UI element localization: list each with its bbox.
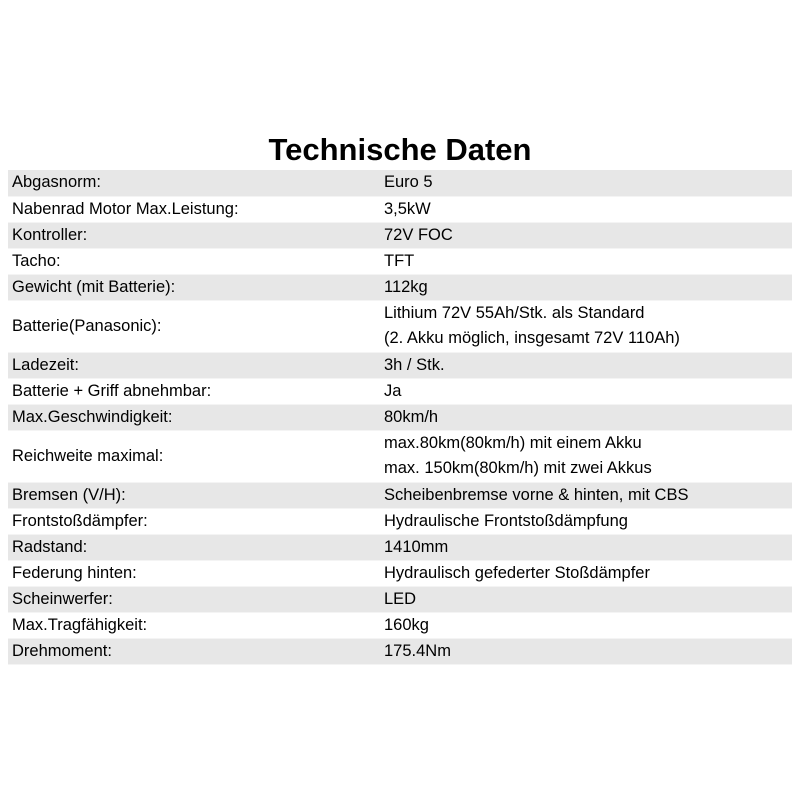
- spec-value-line: 72V FOC: [384, 225, 453, 244]
- spec-value-line: 1410mm: [384, 537, 449, 556]
- spec-value-line: 175.4Nm: [384, 641, 451, 660]
- table-row: [8, 378, 792, 404]
- table-row: [8, 352, 792, 378]
- spec-value-line: 112kg: [384, 277, 428, 296]
- table-row: [8, 534, 792, 560]
- table-row: [8, 248, 792, 274]
- spec-label: Frontstoßdämpfer:: [8, 508, 380, 534]
- table-row: [8, 586, 792, 612]
- table-row: [8, 430, 792, 482]
- specs-table: [8, 170, 792, 665]
- spec-label: Reichweite maximal:: [8, 430, 380, 482]
- spec-value: [380, 430, 792, 482]
- table-row: [8, 638, 792, 664]
- spec-value-line: 3,5kW: [384, 199, 431, 218]
- spec-label: Batterie + Griff abnehmbar:: [8, 378, 380, 404]
- spec-value-line: max. 150km(80km/h) mit zwei Akkus: [384, 459, 652, 477]
- spec-value-line: LED: [384, 589, 417, 608]
- spec-value-line: Ja: [384, 381, 402, 400]
- spec-value: [380, 638, 792, 664]
- spec-value: [380, 586, 792, 612]
- spec-value: [380, 404, 792, 430]
- spec-value-line: Scheibenbremse vorne & hinten, mit CBS: [384, 485, 689, 504]
- spec-label: Bremsen (V/H):: [8, 482, 380, 508]
- spec-label: Ladezeit:: [8, 352, 380, 378]
- spec-label: Kontroller:: [8, 222, 380, 248]
- table-row: [8, 612, 792, 638]
- spec-value: [380, 508, 792, 534]
- spec-label: Drehmoment:: [8, 638, 380, 664]
- spec-value: [380, 612, 792, 638]
- spec-value: [380, 482, 792, 508]
- spec-value-line: Hydraulisch gefederter Stoßdämpfer: [384, 563, 650, 582]
- spec-value: [380, 170, 792, 196]
- spec-label: Max.Geschwindigkeit:: [8, 404, 380, 430]
- page-title: Technische Daten: [268, 132, 532, 167]
- table-row: [8, 170, 792, 196]
- spec-value-line: 3h / Stk.: [384, 355, 445, 374]
- spec-value: [380, 222, 792, 248]
- spec-label: Batterie(Panasonic):: [8, 300, 380, 352]
- spec-value-line: max.80km(80km/h) mit einem Akku: [384, 434, 642, 452]
- spec-value: [380, 352, 792, 378]
- spec-label: Tacho:: [8, 248, 380, 274]
- spec-value-line: 160kg: [384, 615, 429, 634]
- table-row: [8, 508, 792, 534]
- spec-value-line: Lithium 72V 55Ah/Stk. als Standard: [384, 304, 645, 322]
- spec-value: [380, 196, 792, 222]
- spec-value: [380, 560, 792, 586]
- spec-label: Nabenrad Motor Max.Leistung:: [8, 196, 380, 222]
- spec-value-line: (2. Akku möglich, insgesamt 72V 110Ah): [384, 329, 680, 347]
- spec-value: [380, 274, 792, 300]
- spec-value-line: TFT: [384, 251, 415, 270]
- table-row: [8, 196, 792, 222]
- spec-value-line: Euro 5: [384, 173, 433, 192]
- table-row: [8, 404, 792, 430]
- spec-value: [380, 248, 792, 274]
- spec-label: Max.Tragfähigkeit:: [8, 612, 380, 638]
- table-row: [8, 300, 792, 352]
- spec-label: Radstand:: [8, 534, 380, 560]
- spec-value-line: 80km/h: [384, 407, 439, 426]
- specs-table-body: [8, 170, 792, 664]
- spec-label: Gewicht (mit Batterie):: [8, 274, 380, 300]
- table-row: [8, 222, 792, 248]
- spec-value: [380, 300, 792, 352]
- spec-value: [380, 378, 792, 404]
- table-row: [8, 482, 792, 508]
- spec-value-line: Hydraulische Frontstoßdämpfung: [384, 511, 628, 530]
- spec-label: Scheinwerfer:: [8, 586, 380, 612]
- table-row: [8, 274, 792, 300]
- spec-label: Federung hinten:: [8, 560, 380, 586]
- table-row: [8, 560, 792, 586]
- spec-value: [380, 534, 792, 560]
- spec-label: Abgasnorm:: [8, 170, 380, 196]
